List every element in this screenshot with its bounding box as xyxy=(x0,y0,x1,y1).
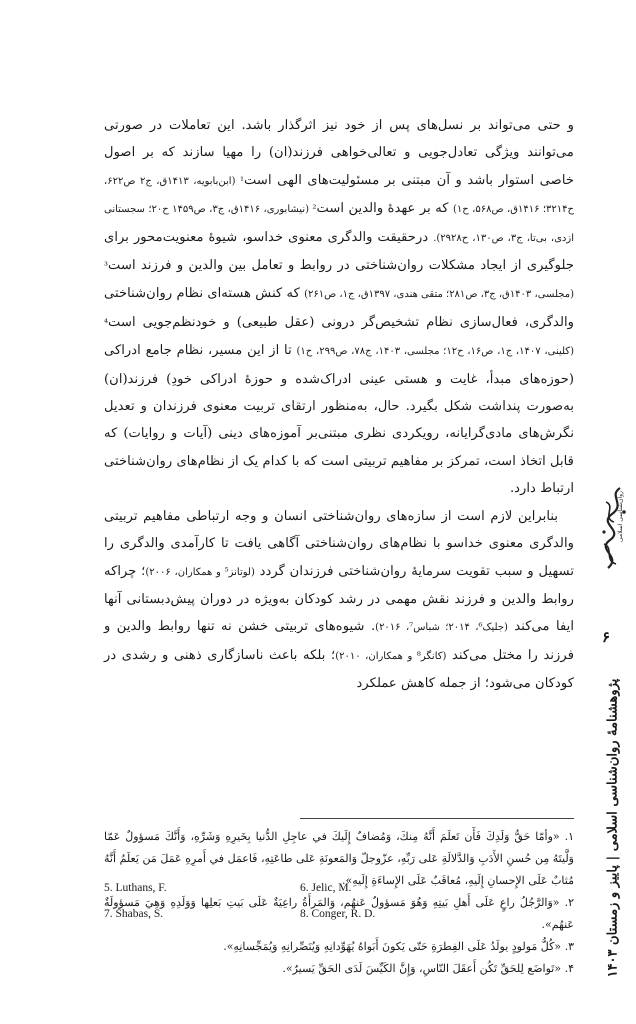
body-text-run: که بر عهدهٔ والدین است xyxy=(316,201,453,217)
body-text-run: تا از این مسیر، نظام جامع ادراکی (حوزه‌های مبدأ، غایت و هستی عینی ادراک‌شده و حوزهٔ ادراکی خودِ) فرزند(ان) به‌صورت پنداشت شکل بگیرد. حال، به‌منظور ارتقای تربیت معنوی فرزندان و تعدیل نگرش‌های مادی‌گرایانه، رویکردی نظری مبتنی‌بر آموزه‌های دینی (آیات و روایات) که قابل اتخاذ است، تمرکز بر مفاهیم تربیتی است که با کدام یک از نظام‌های روان‌شناختی ارتباط دارد. xyxy=(104,343,574,497)
body-text xyxy=(104,112,574,698)
citation: (جلیک⁶، ۲۰۱۴؛ شباس⁷، ۲۰۱۶) xyxy=(375,622,508,634)
citation: (کانگر⁸ و همکاران، ۲۰۱۰) xyxy=(335,650,447,662)
footnote-3: ۳. «كُلُّ مَولودٍ يولَدُ عَلَى الفِطرَةِ حَتّى يَكونَ أَبَواهُ يُهَوِّدانِهِ وَيُنَصِّرانِهِ وَيُمَجِّسانِهِ». xyxy=(223,940,574,953)
footnote-2: ۲. «وَالرَّجُلُ راعٍ عَلَى أَهلِ بَيتِهِ وَهُوَ مَسؤولٌ عَنهُم، وَالمَرأَةُ راعِيَةٌ عَلَى بَيتِ بَعلِها وَوَلَدِهِ وَهِيَ مَسؤولَةٌ عَنهُم». xyxy=(104,896,574,931)
body-text-run: ؛ بلکه باعث ناسازگاری ذهنی و رشدی در کودکان می‌شود؛ از جمله کاهش عملکرد xyxy=(104,647,574,692)
footnote-1: ۱. «وأمّا حَقُّ وَلَدِكَ فَأَن تَعلَمَ أَنَّهُ مِنكَ، وَمُضافٌ إِلَيكَ في عاجِلِ الدُّنيا بِخَيرِهِ وَشَرِّهِ، وَأَنَّكَ مَسؤولٌ عَمّا وَلَّيتَهُ مِن حُسنِ الأَدَبِ وَالدَّلالَةِ عَلى رَبِّهِ، عزّوجلّ وَالمَعونَةِ عَلى طاعَتِهِ، فَاعمَل في أَمرِهِ عَمَلَ مَن يَعلَمُ أَنَّهُ مُثابٌ عَلَى الإِحسانِ إِلَيهِ، مُعاقَبٌ عَلَى الإِساءَةِ إِلَيهِ». xyxy=(104,830,574,887)
footnote-rule xyxy=(300,818,574,819)
body-paragraph xyxy=(104,112,574,503)
footnotes xyxy=(104,826,574,980)
citation: ⁴ (کلینی، ۱۴۰۷، ج۱، ص۱۶، ح۱۲؛ مجلسی، ۱۴۰۳، ج۷۸، ص۲۹۹، ح۱) xyxy=(104,317,574,358)
body-text-run: که کنش هسته‌ای نظام روان‌شناختی والدگری، فعال‌سازی نظام تشخیص‌گر درونی (عقل طبیعی) و خودنظم‌جویی است xyxy=(104,286,574,330)
body-text-run: درحقیقت والدگری معنوی خداسو، شیوهٔ معنویت‌محور برای جلوگیری از ایجاد مشکلات روان‌شناختی در روابط و تعامل بین والدین و فرزند است xyxy=(104,229,574,274)
latin-note-6: 6. Jelic, M. xyxy=(300,882,352,894)
journal-running-head xyxy=(598,648,628,1008)
citation: (لوتانز⁵ و همکاران، ۲۰۰۶) xyxy=(145,566,255,578)
body-paragraph xyxy=(104,503,574,698)
body-text-run: . شیوه‌های تربیتی خشن نه تنها روابط والدین و فرزند را مختل می‌کند xyxy=(104,619,575,663)
latin-note-7: 7. Shabas, S. xyxy=(104,908,164,920)
footnote-4: ۴. «تَواضَع لِلحَقِّ تَكُن أَعقَلَ النّاسِ، وَإِنَّ الكَيِّسَ لَدَى الحَقِّ يَسيرٌ». xyxy=(282,962,574,975)
latin-note-5: 5. Luthans, F. xyxy=(104,882,167,894)
body-text-run: بنابراین لازم است از سازه‌های روان‌شناختی انسان و وجه ارتباطی مفاهیم تربیتی والدگری معنوی خداسو با نظام‌های روان‌شناختی آگاهی یافت تا کارآمدی والدگری را تسهیل و سبب تقویت سرمایهٔ روان‌شناختی فرزندان گردد xyxy=(104,508,575,579)
page-number: ۶ xyxy=(602,628,611,646)
latin-note-8: 8. Conger, R. D. xyxy=(300,908,376,920)
logo-text: روان‌شناسی اسلامی xyxy=(617,491,624,542)
journal-calligraphy-logo-icon xyxy=(596,482,632,578)
journal-title: پژوهشنامهٔ روان‌شناسی اسلامی | پاییز و زمستان ۱۴۰۳ xyxy=(605,678,621,978)
citation: ³ (مجلسی، ۱۴۰۳ق، ج۳، ص۲۸۱؛ متقی هندی، ۱۳۹۷ق، ج۱، ص۲۶۱) xyxy=(104,261,574,301)
body-text-run: ؛ چراکه روابط والدین و فرزند نقش مهمی در رشد کودکان به‌ویژه در دوران پیش‌دبستانی آنها ایفا می‌کند xyxy=(104,563,574,635)
citation: ¹ (ابن‌بابویه، ۱۴۱۳ق، ج۲ ص۶۲۲، ح۳۲۱۴؛ ۱۴۱۶ق، ص۵۶۸، ح۱) xyxy=(104,175,574,216)
body-text-run: و حتی می‌تواند بر نسل‌های پس از خود نیز اثرگذار باشد. این تعاملات در صورتی می‌توانند ویژگی تعادل‌جویی و تعالی‌خواهی فرزند(ان) را مهیا سازند که بر اصول خاصی استوار باشد و آن مبتنی بر مسئولیت‌های الهی است xyxy=(104,118,574,188)
citation: ² (نیشابوری، ۱۴۱۶ق، ج۳، ص۱۴۵۹ ح۲۰؛ سجستانی ازدی، بی‌تا، ج۳، ص۱۳۰، ح۲۹۲۸). xyxy=(104,204,574,244)
